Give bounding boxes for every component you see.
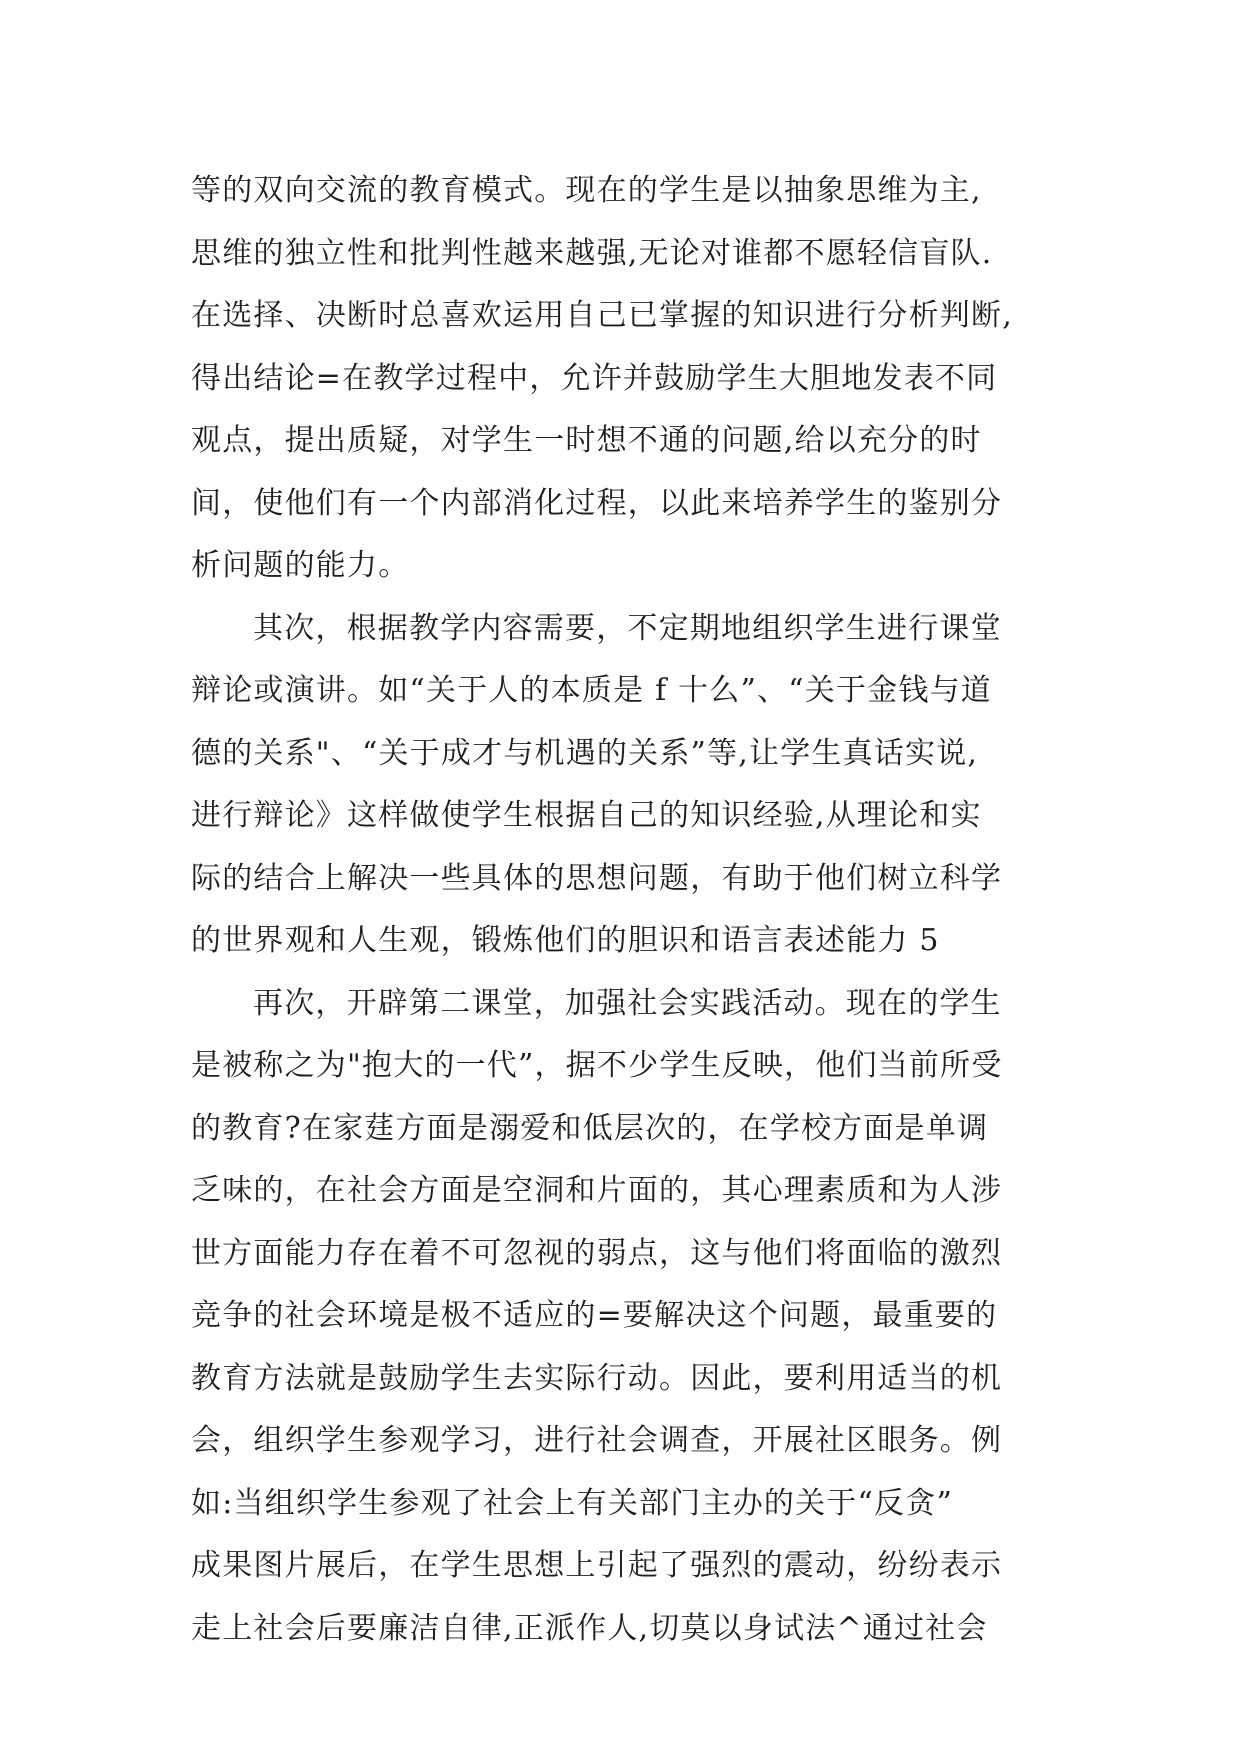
paragraph-first-line: 其次，根据教学内容需要，不定期地组织学生进行课堂 <box>253 610 1002 646</box>
text-line: 际的结合上解决一些具体的思想问题，有助于他们树立科学 <box>191 860 1003 896</box>
text-line: 观点，提出质疑，对学生一时想不通的问题,给以充分的时 <box>191 423 982 458</box>
text-line: 析问题的能力。 <box>191 548 410 583</box>
text-line: 竞争的社会环境是极不适应的=要解决这个问题，最重要的 <box>191 1298 998 1333</box>
text-line: 教育方法就是鼓励学生去实际行动。因此，要利用适当的机 <box>191 1360 1003 1396</box>
text-line: 的教育?在家莛方面是溺爱和低层次的，在学校方面是单调 <box>191 1110 989 1146</box>
text-line: 进行辩论》这样做使学生根据自己的知识经验,从理论和实 <box>191 798 982 833</box>
text-line: 乏味的，在社会方面是空洞和片面的，其心理素质和为人涉 <box>191 1173 1003 1208</box>
text-line: 成果图片展后，在学生思想上引起了强烈的震动，纷纷表示 <box>191 1548 1003 1583</box>
text-line: 在选择、决断时总喜欢运用自己已掌握的知识进行分析判断, <box>191 298 1013 333</box>
text-line: 会，组织学生参观学习，进行社会调查，开展社区眼务。例 <box>191 1423 1003 1458</box>
text-line: 间，使他们有一个内部消化过程，以此来培养学生的鉴别分 <box>191 485 1003 521</box>
text-line: 等的双向交流的教育模式。现在的学生是以抽象思维为主, <box>191 173 982 208</box>
text-line: 辩论或演讲。如“关于人的本质是 f 十么”、“关于金钱与道 <box>191 673 992 708</box>
text-line: 是被称之为"抱大的一代”，据不少学生反映，他们当前所受 <box>191 1048 1003 1083</box>
text-line: 思维的独立性和批判性越来越强,无论对谁都不愿轻信盲队. <box>191 235 993 271</box>
text-line: 得出结论=在教学过程中，允许并鼓励学生大胆地发表不同 <box>191 360 998 396</box>
paragraph-first-line: 再次，开辟第二课堂，加强社会实践活动。现在的学生 <box>253 985 1002 1021</box>
text-line: 德的关系"、“关于成才与机遇的关系”等,让学生真话实说, <box>191 735 979 771</box>
text-line: 的世界观和人生观，锻炼他们的胆识和语言表述能力 5 <box>191 923 940 958</box>
text-line: 如:当组织学生参观了社会上有关部门主办的关于“反贪” <box>191 1485 953 1521</box>
text-line: 世方面能力存在着不可忽视的弱点，这与他们将面临的激烈 <box>191 1235 1003 1271</box>
text-line: 走上社会后要廉洁自律,正派作人,切莫以身试法^通过社会 <box>191 1610 988 1646</box>
body-text <box>191 160 1091 1660</box>
